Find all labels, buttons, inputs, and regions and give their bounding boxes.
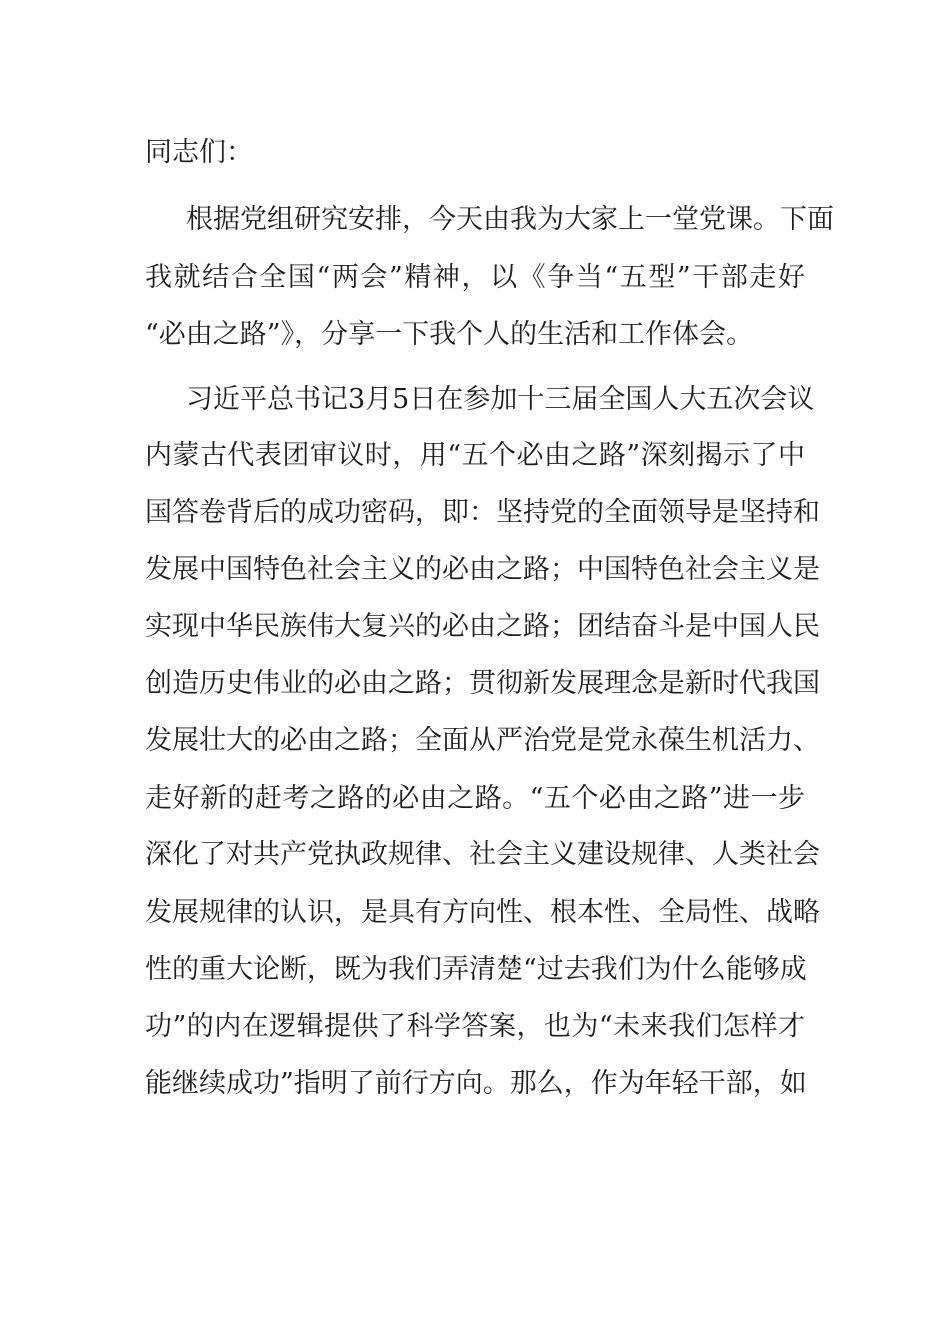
paragraph-1-line-2: 我就结合全国“两会”精神，以《争当“五型”干部走好 [145, 262, 805, 293]
paragraph-2-line-7: 发展壮大的必由之路；全面从严治党是党永葆生机活力、 [145, 725, 820, 756]
paragraph-2-line-13: 能继续成功”指明了前行方向。那么，作为年轻干部，如 [145, 1068, 807, 1099]
paragraph-2-line-1: 习近平总书记3月5日在参加十三届全国人大五次会议 [186, 384, 815, 415]
paragraph-1-line-1: 根据党组研究安排，今天由我为大家上一堂党课。下面 [186, 204, 834, 235]
paragraph-2-line-10: 发展规律的认识，是具有方向性、根本性、全局性、战略 [145, 897, 820, 928]
paragraph-2-line-3: 国答卷背后的成功密码，即：坚持党的全面领导是坚持和 [145, 497, 820, 528]
paragraph-1-line-3: “必由之路”》，分享一下我个人的生活和工作体会。 [145, 319, 754, 350]
paragraph-2-line-9: 深化了对共产党执政规律、社会主义建设规律、人类社会 [145, 839, 820, 870]
paragraph-2-line-8: 走好新的赶考之路的必由之路。“五个必由之路”进一步 [145, 783, 805, 814]
paragraph-2-line-6: 创造历史伟业的必由之路；贯彻新发展理念是新时代我国 [145, 668, 820, 699]
paragraph-2-line-5: 实现中华民族伟大复兴的必由之路；团结奋斗是中国人民 [145, 611, 820, 642]
greeting-line: 同志们： [145, 137, 253, 168]
paragraph-2-line-11: 性的重大论断，既为我们弄清楚“过去我们为什么能够成 [145, 954, 807, 985]
paragraph-2-line-12: 功”的内在逻辑提供了科学答案，也为“未来我们怎样才 [145, 1011, 805, 1042]
paragraph-2-line-4: 发展中国特色社会主义的必由之路；中国特色社会主义是 [145, 554, 820, 585]
paragraph-2-line-2: 内蒙古代表团审议时，用“五个必由之路”深刻揭示了中 [145, 440, 805, 471]
